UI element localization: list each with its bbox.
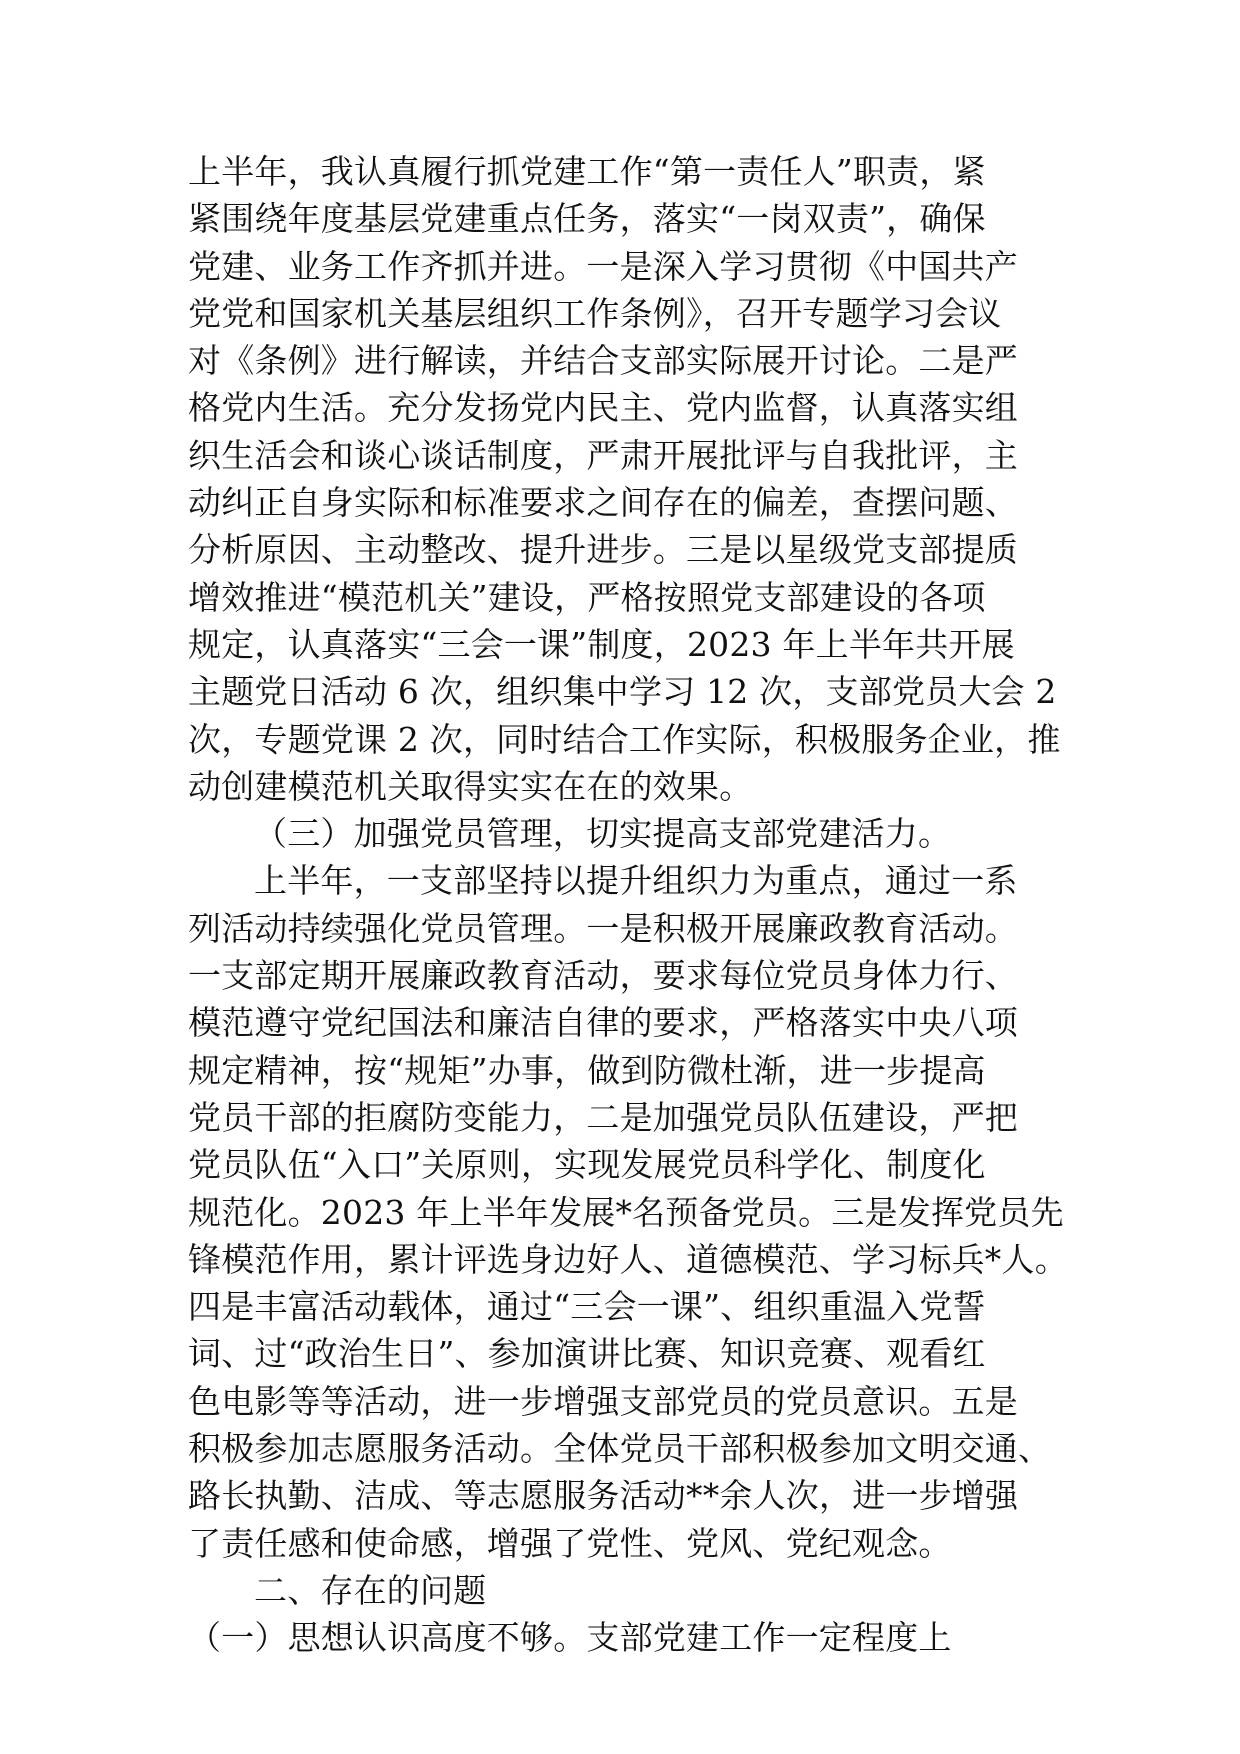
text-line: 党建、业务工作齐抓并进。一是深入学习贯彻《中国共产 — [188, 246, 1018, 286]
text-line: 增效推进“模范机关”建设，严格按照党支部建设的各项 — [188, 577, 986, 617]
text-line: 模范遵守党纪国法和廉洁自律的要求，严格落实中央八项 — [188, 1003, 1018, 1043]
text-line: 路长执勤、洁成、等志愿服务活动**余人次，进一步增强 — [188, 1476, 1019, 1516]
text-line: 了责任感和使命感，增强了党性、党风、党纪观念。 — [188, 1523, 952, 1563]
text-line: 上半年，我认真履行抓党建工作“第一责任人”职责，紧 — [188, 152, 986, 191]
text-line: 积极参加志愿服务活动。全体党员干部积极参加文明交通、 — [188, 1429, 1052, 1469]
paragraph-member-management — [188, 857, 1068, 1566]
text-line: 紧围绕年度基层党建重点任务，落实“一岗双责”，确保 — [188, 199, 986, 239]
text-line: 党员干部的拒腐防变能力，二是加强党员队伍建设，严把 — [188, 1097, 1018, 1137]
text-line: 四是丰富活动载体，通过“三会一课”、组织重温入党誓 — [188, 1287, 986, 1327]
paragraph-party-building-responsibility — [188, 148, 1068, 810]
text-line: 动创建模范机关取得实实在在的效果。 — [188, 766, 753, 806]
text-line: 动纠正自身实际和标准要求之间存在的偏差，查摆问题、 — [188, 483, 1018, 523]
text-line: 规定精神，按“规矩”办事，做到防微杜渐，进一步提高 — [188, 1050, 986, 1090]
text-line: 织生活会和谈心谈话制度，严肃开展批评与自我批评，主 — [188, 435, 1018, 475]
text-line: 格党内生活。充分发扬党内民主、党内监督，认真落实组 — [188, 388, 1018, 428]
text-line: 上半年，一支部坚持以提升组织力为重点，通过一系 — [254, 861, 1018, 901]
text-line: 次，专题党课 2 次，同时结合工作实际，积极服务企业，推 — [188, 719, 1061, 759]
text-line: 词、过“政治生日”、参加演讲比赛、知识竞赛、观看红 — [188, 1334, 986, 1374]
text-line: 锋模范作用，累计评选身边好人、道德模范、学习标兵*人。 — [188, 1239, 1068, 1279]
text-line: 主题党日活动 6 次，组织集中学习 12 次，支部党员大会 2 — [188, 672, 1057, 712]
text-line: 党员队伍“入口”关原则，实现发展党员科学化、制度化 — [188, 1145, 986, 1185]
text-line: 色电影等等活动，进一步增强支部党员的党员意识。五是 — [188, 1381, 1018, 1421]
text-line: 党党和国家机关基层组织工作条例》，召开专题学习会议 — [188, 293, 1002, 333]
text-line: 规范化。2023 年上半年发展*名预备党员。三是发挥党员先 — [188, 1192, 1064, 1232]
text-line: 规定，认真落实“三会一课”制度，2023 年上半年共开展 — [188, 624, 1015, 664]
subheading-strengthen-member-management: （三）加强党员管理，切实提高支部党建活力。 — [254, 814, 952, 854]
text-line: 分析原因、主动整改、提升进步。三是以星级党支部提质 — [188, 530, 1018, 570]
document-body — [188, 148, 1068, 1662]
section-heading-existing-problems: 二、存在的问题 — [254, 1570, 487, 1610]
text-line: 一支部定期开展廉政教育活动，要求每位党员身体力行、 — [188, 956, 1018, 996]
text-line: 列活动持续强化党员管理。一是积极开展廉政教育活动。 — [188, 908, 1018, 948]
text-line: 对《条例》进行解读，并结合支部实际展开讨论。二是严 — [188, 341, 1018, 381]
subheading-insufficient-awareness: （一）思想认识高度不够。支部党建工作一定程度上 — [188, 1618, 952, 1658]
